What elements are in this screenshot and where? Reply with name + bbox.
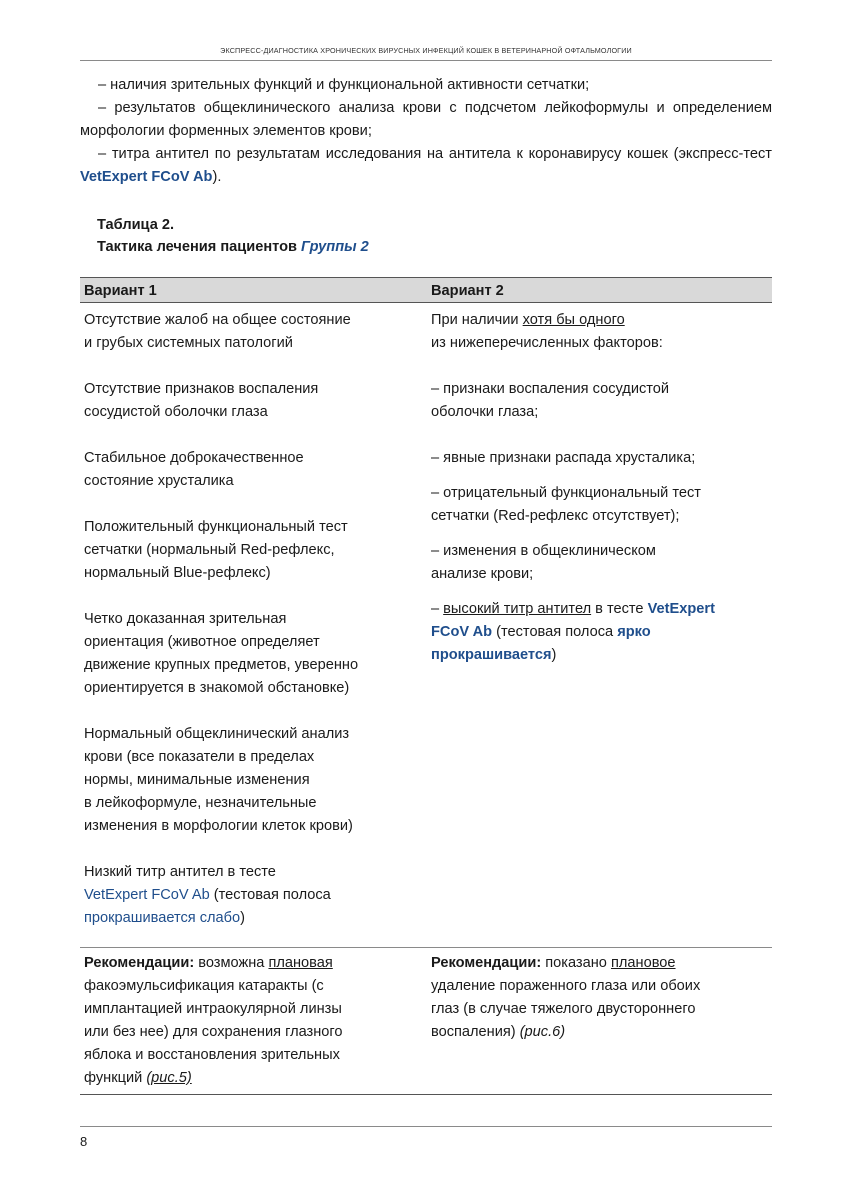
variant2-item: – признаки воспаления сосудистой оболочки глаза; (431, 381, 670, 420)
brand-name: VetExpert (647, 601, 715, 617)
footer-rule (80, 1126, 772, 1127)
variant1-item: Четко доказанная зрительная ориентация (животное определяет движение крупных предметов, уверенно ориентируется в знакомой обстановке) (84, 611, 359, 696)
header-variant-1: Вариант 1 (84, 283, 157, 299)
treatment-table (80, 277, 772, 1095)
header-rule (80, 60, 772, 61)
running-header: ЭКСПРЕСС-ДИАГНОСТИКА ХРОНИЧЕСКИХ ВИРУСНЫХ ИНФЕКЦИЙ КОШЕК В ВЕТЕРИНАРНОЙ ОФТАЛЬМОЛОГИИ (220, 46, 632, 55)
variant2-item: – изменения в общеклиническом анализе крови; (431, 543, 656, 582)
variant-2-cell (427, 303, 772, 947)
figure-reference: (рис.6) (519, 1024, 566, 1040)
variant1-item: Отсутствие жалоб на общее состояние и грубых системных патологий (84, 312, 351, 351)
header-variant-2: Вариант 2 (431, 283, 504, 299)
variant2-intro: При наличии хотя бы одного из нижеперечисленных факторов: (431, 312, 663, 351)
variant2-item: – явные признаки распада хрусталика; (431, 450, 696, 466)
recommendations-row (80, 947, 772, 1095)
table-header-row (80, 277, 772, 303)
table-body-row (80, 303, 772, 947)
variant1-item: Стабильное доброкачественное состояние хрусталика (84, 450, 304, 489)
brand-link: VetExpert FCoV Ab (80, 169, 213, 185)
variant-1-cell (80, 303, 427, 947)
table-caption (97, 214, 369, 258)
variant1-item: Отсутствие признаков воспаления сосудистой оболочки глаза (84, 381, 319, 420)
variant1-item: Нормальный общеклинический анализ крови (все показатели в пределах нормы, минимальные изменения в лейкоформуле, незначительные изменения в морфологии клеток крови) (84, 726, 353, 834)
intro-text (80, 74, 772, 189)
recommendation-variant-1: Рекомендации: возможна плановая факоэмульсификация катаракты (с имплантацией интраокулярной линзы или без нее) для сохранения глазного яблока и восстановления зрительных функций (рис.5) (84, 955, 343, 1086)
figure-reference: (рис.5) (146, 1070, 192, 1086)
variant2-item: – отрицательный функциональный тест сетчатки (Red-рефлекс отсутствует); (431, 485, 701, 524)
table-number: Таблица 2. (97, 217, 175, 233)
page-number: 8 (80, 1134, 88, 1149)
intro-item-1: – наличия зрительных функций и функциональной активности сетчатки; (98, 77, 590, 93)
variant1-item: Низкий титр антител в тесте VetExpert FCoV Ab (тестовая полоса прокрашивается слабо) (84, 864, 331, 926)
intro-item-3: – титра антител по результатам исследования на антитела к коронавирусу кошек (экспресс-тест VetExpert FCoV Ab). (80, 146, 772, 185)
brand-name: VetExpert FCoV Ab (84, 887, 210, 903)
variant2-item: – высокий титр антител в тесте VetExpert FCoV Ab (тестовая полоса ярко прокрашивается) (431, 601, 715, 663)
table-title: Тактика лечения пациентов Группы 2 (97, 239, 369, 255)
intro-item-2: – результатов общеклинического анализа крови с подсчетом лейкоформулы и определением морфологии форменных элементов крови; (80, 100, 772, 139)
recommendation-variant-2: Рекомендации: показано плановое удаление пораженного глаза или обоих глаз (в случае тяжелого двустороннего воспаления) (рис.6) (431, 955, 701, 1040)
variant1-item: Положительный функциональный тест сетчатки (нормальный Red-рефлекс, нормальный Blue-рефлекс) (84, 519, 348, 581)
group-label: Группы 2 (301, 239, 369, 255)
